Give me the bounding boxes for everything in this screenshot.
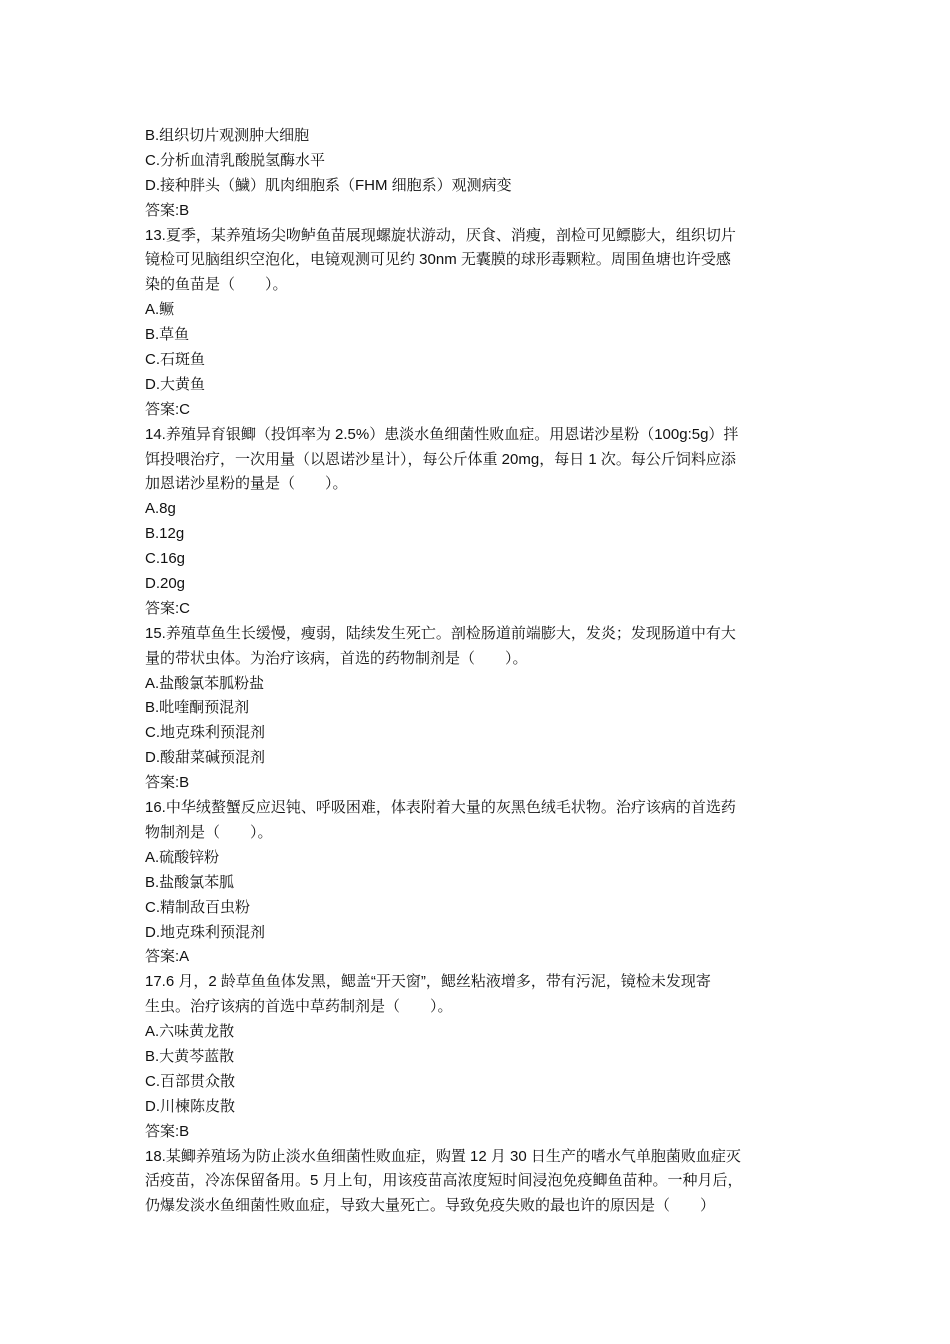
question-13-text: 13.夏季，某养殖场尖吻鲈鱼苗展现螺旋状游动，厌食、消瘦，剖检可见鳔膨大，组织切片	[145, 226, 736, 244]
option-line: A.8g	[145, 500, 176, 518]
answer-line: 答案:B	[145, 201, 190, 219]
option-line: D.20g	[145, 575, 186, 593]
option-line: D.酸甜菜碱预混剂	[145, 749, 266, 767]
option-line: D.地克珠利预混剂	[145, 923, 266, 941]
option-line: A.鳜	[145, 301, 175, 319]
option-line: B.12g	[145, 525, 185, 543]
document-body	[145, 124, 815, 1219]
answer-line: 答案:C	[145, 400, 191, 418]
answer-line: 答案:B	[145, 1122, 190, 1140]
option-line: B.组织切片观测肿大细胞	[145, 127, 310, 144]
option-line: D.大黄鱼	[145, 375, 206, 393]
question-16-text: 16.中华绒螯蟹反应迟钝、呼吸困难，体表附着大量的灰黑色绒毛状物。治疗该病的首选药	[145, 799, 736, 817]
option-line: A.六味黄龙散	[145, 1023, 235, 1041]
question-18-text: 18.某鲫养殖场为防止淡水鱼细菌性败血症，购置 12 月 30 日生产的嗜水气单胞菌败血症灭	[145, 1147, 741, 1165]
question-15-text: 15.养殖草鱼生长缓慢，瘦弱，陆续发生死亡。剖检肠道前端膨大，发炎；发现肠道中有大	[145, 624, 736, 642]
answer-line: 答案:B	[145, 774, 190, 792]
option-line: B.吡喹酮预混剂	[145, 699, 250, 717]
question-15-text: 量的带状虫体。为治疗该病，首选的药物制剂是（ ）。	[145, 649, 528, 667]
option-line: C.16g	[145, 550, 186, 568]
question-18-text: 仍爆发淡水鱼细菌性败血症，导致大量死亡。导致免疫失败的最也许的原因是（ ）	[145, 1197, 716, 1215]
option-line: C.地克珠利预混剂	[145, 724, 266, 742]
option-line: C.分析血清乳酸脱氢酶水平	[145, 151, 326, 169]
option-line: C.石斑鱼	[145, 351, 206, 369]
option-line: D.川楝陈皮散	[145, 1097, 236, 1115]
question-14-text: 饵投喂治疗，一次用量（以恩诺沙星计），每公斤体重 20mg，每日 1 次。每公斤饲料应添	[145, 450, 736, 468]
question-14-text: 加恩诺沙星粉的量是（ ）。	[145, 475, 348, 493]
question-18-text: 活疫苗，冷冻保留备用。5 月上旬，用该疫苗高浓度短时间浸泡免疫鲫鱼苗种。一种月后，	[145, 1172, 743, 1190]
answer-line: 答案:C	[145, 599, 191, 617]
question-13-text: 染的鱼苗是（ ）。	[145, 276, 288, 294]
question-17-text: 生虫。治疗该病的首选中草药制剂是（ ）。	[145, 998, 453, 1016]
option-line: A.盐酸氯苯胍粉盐	[145, 674, 265, 692]
option-line: B.盐酸氯苯胍	[145, 873, 235, 891]
option-line: B.大黄芩蓝散	[145, 1047, 235, 1065]
question-14-text: 14.养殖异育银鲫（投饵率为 2.5%）患淡水鱼细菌性败血症。用恩诺沙星粉（100g:5g）拌	[145, 425, 739, 443]
option-line: D.接种胖头（鱥）肌肉细胞系（FHM 细胞系）观测病变	[145, 176, 512, 194]
option-line: C.精制敌百虫粉	[145, 898, 251, 916]
question-16-text: 物制剂是（ ）。	[145, 823, 273, 841]
question-17-text: 17.6 月，2 龄草鱼鱼体发黑，鳃盖“开天窗”，鳃丝粘液增多，带有污泥，镜检未发现寄	[145, 973, 711, 991]
option-line: A.硫酸锌粉	[145, 848, 220, 866]
question-13-text: 镜检可见脑组织空泡化，电镜观测可见约 30nm 无囊膜的球形毒颗粒。周围鱼塘也许受感	[145, 251, 731, 269]
option-line: B.草鱼	[145, 326, 190, 344]
option-line: C.百部贯众散	[145, 1072, 236, 1090]
answer-line: 答案:A	[145, 948, 190, 966]
